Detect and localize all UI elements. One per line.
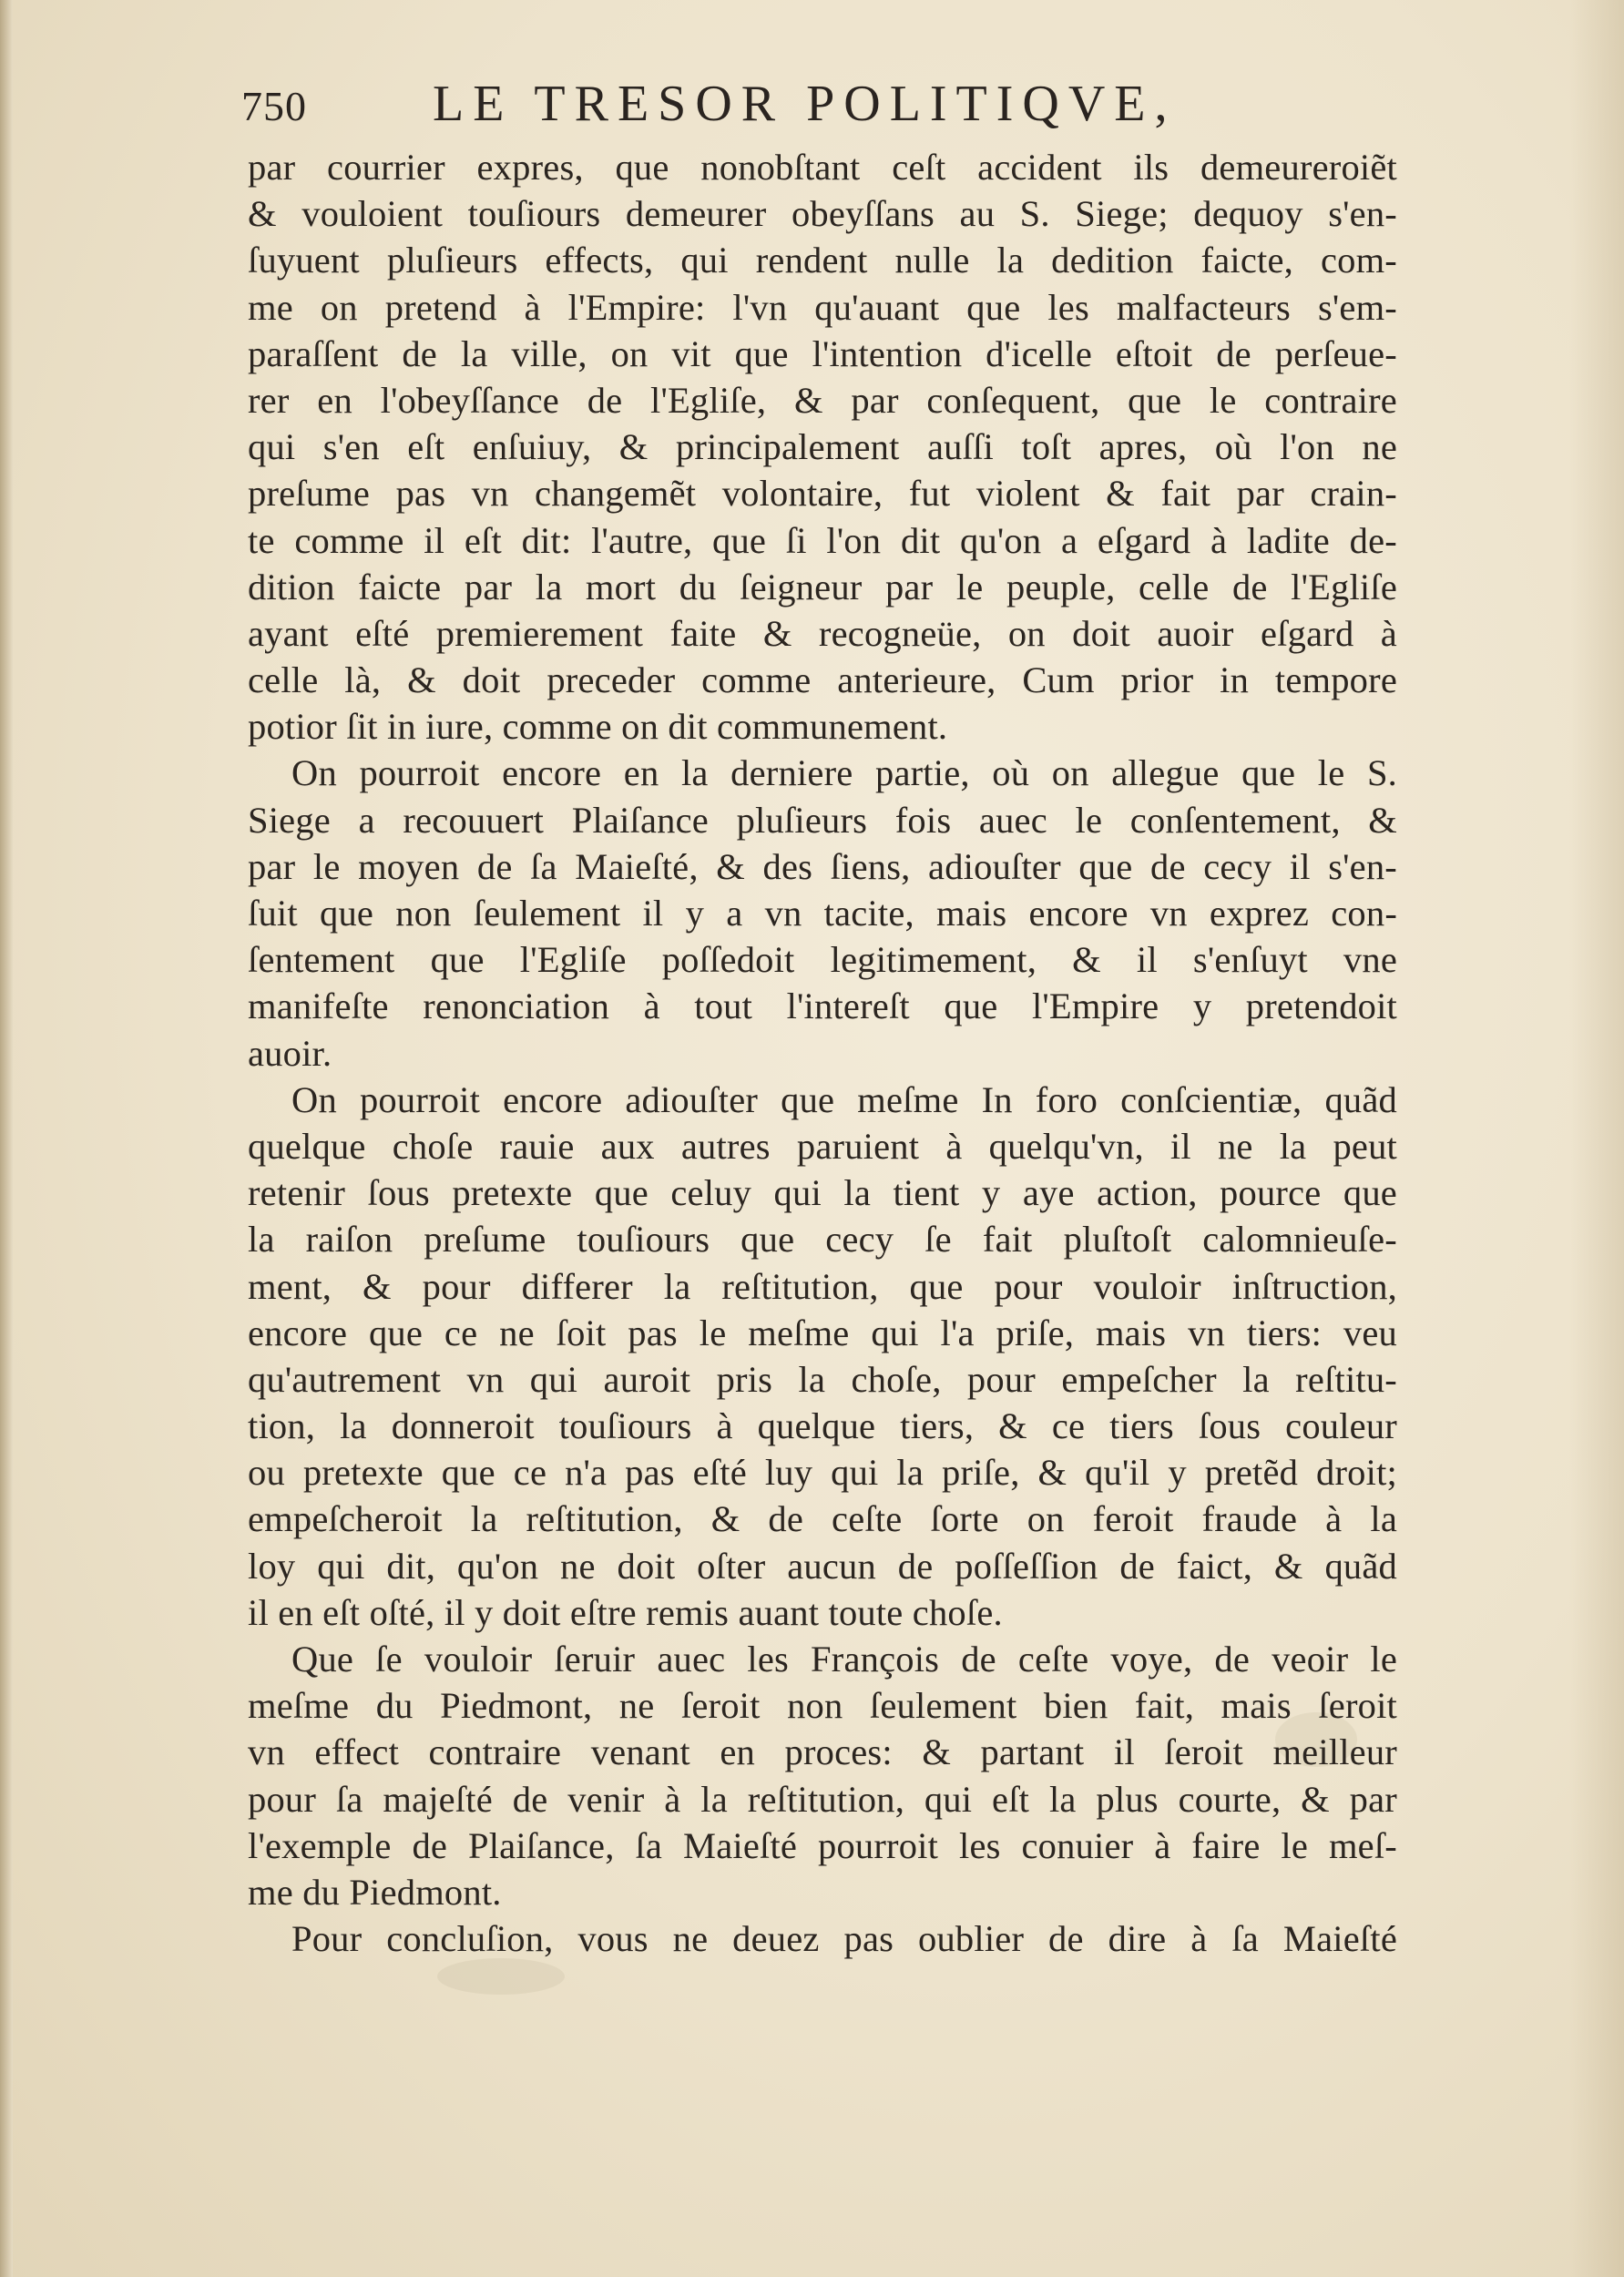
text-line: rer en l'obeyſſance de l'Egliſe, & par conſequent, que le contraire bbox=[248, 379, 1397, 421]
text-line: ou pretexte que ce n'a pas eſté luy qui la priſe, & qu'il y pretẽd droit; bbox=[248, 1452, 1397, 1494]
text-line: On pourroit encore adiouſter que meſme In foro conſcientiæ, quãd bbox=[291, 1078, 1397, 1120]
text-line: dition faicte par la mort du ſeigneur par le peuple, celle de l'Egliſe bbox=[248, 566, 1397, 608]
text-line: quelque choſe rauie aux autres paruient à quelqu'vn, il ne la peut bbox=[248, 1125, 1397, 1167]
text-line: loy qui dit, qu'on ne doit oſter aucun de poſſeſſion de faict, & quãd bbox=[248, 1545, 1397, 1587]
text-line: par courrier expres, que nonobſtant ceſt accident ils demeureroiẽt bbox=[248, 147, 1397, 188]
text-line: ſuyuent pluſieurs effects, qui rendent nulle la dedition faicte, com- bbox=[248, 240, 1397, 281]
text-line: me on pretend à l'Empire: l'vn qu'auant que les malfacteurs s'em- bbox=[248, 286, 1397, 328]
text-line: & vouloient touſiours demeurer obeyſſans au S. Siege; dequoy s'en- bbox=[248, 193, 1397, 235]
text-line: ment, & pour differer la reſtitution, que pour vouloir inſtruction, bbox=[248, 1265, 1397, 1307]
text-line: meſme du Piedmont, ne ſeroit non ſeulement bien fait, mais ſeroit bbox=[248, 1685, 1397, 1727]
page-header bbox=[241, 71, 1407, 144]
body-text bbox=[248, 144, 1397, 1962]
text-line: qui s'en eſt enſuiuy, & principalement auſſi toſt apres, où l'on ne bbox=[248, 426, 1397, 468]
text-line: manifeſte renonciation à tout l'intereſt que l'Empire y pretendoit bbox=[248, 985, 1397, 1027]
text-line: vn effect contraire venant en proces: & partant il ſeroit meilleur bbox=[248, 1731, 1397, 1773]
text-line: Pour concluſion, vous ne deuez pas oublier de dire à ſa Maieſté bbox=[291, 1918, 1397, 1960]
page-gutter-edge bbox=[0, 0, 13, 2277]
text-line: potior ſit in iure, comme on dit communement. bbox=[248, 706, 948, 748]
text-line: retenir ſous pretexte que celuy qui la tient y aye action, pource que bbox=[248, 1172, 1397, 1214]
text-line: empeſcheroit la reſtitution, & de ceſte ſorte on feroit fraude à la bbox=[248, 1498, 1397, 1540]
text-line: il en eſt oſté, il y doit eſtre remis auant toute choſe. bbox=[248, 1591, 1003, 1633]
text-line: ayant eſté premierement faite & recogneüe, on doit auoir eſgard à bbox=[248, 612, 1397, 654]
text-line: te comme il eſt dit: l'autre, que ſi l'on dit qu'on a eſgard à ladite de- bbox=[248, 519, 1397, 561]
page-edge-shadow bbox=[1569, 0, 1624, 2277]
text-line: encore que ce ne ſoit pas le meſme qui l'a priſe, mais vn tiers: veu bbox=[248, 1312, 1397, 1353]
text-line: par le moyen de ſa Maieſté, & des ſiens, adiouſter que de cecy il s'en- bbox=[248, 845, 1397, 887]
text-line: l'exemple de Plaiſance, ſa Maieſté pourroit les conuier à faire le meſ- bbox=[248, 1824, 1397, 1866]
paper-stain bbox=[437, 1958, 565, 1995]
text-line: la raiſon preſume touſiours que cecy ſe fait pluſtoſt calomnieuſe- bbox=[248, 1219, 1397, 1261]
text-line: celle là, & doit preceder comme anterieure, Cum prior in tempore bbox=[248, 659, 1397, 701]
text-line: pour ſa majeſté de venir à la reſtitution, qui eſt la plus courte, & par bbox=[248, 1778, 1397, 1820]
text-line: tion, la donneroit touſiours à quelque tiers, & ce tiers ſous couleur bbox=[248, 1405, 1397, 1447]
text-line: auoir. bbox=[248, 1032, 332, 1074]
text-line: Que ſe vouloir ſeruir auec les François de ceſte voye, de veoir le bbox=[291, 1639, 1397, 1680]
page-number: 750 bbox=[241, 83, 307, 129]
text-line: preſume pas vn changemẽt volontaire, fut violent & fait par crain- bbox=[248, 473, 1397, 515]
text-line: On pourroit encore en la derniere partie, où on allegue que le S. bbox=[291, 752, 1397, 794]
text-line: ſentement que l'Egliſe poſſedoit legitimement, & il s'enſuyt vne bbox=[248, 939, 1397, 981]
text-line: ſuit que non ſeulement il y a vn tacite, mais encore vn exprez con- bbox=[248, 893, 1397, 934]
running-title: LE TRESOR POLITIQVE, bbox=[433, 76, 1177, 132]
text-line: Siege a recouuert Plaiſance pluſieurs fois auec le conſentement, & bbox=[248, 799, 1397, 841]
text-line: me du Piedmont. bbox=[248, 1871, 502, 1913]
text-line: paraſſent de la ville, on vit que l'intention d'icelle eſtoit de perſeue- bbox=[248, 332, 1397, 374]
text-line: qu'autrement vn qui auroit pris la choſe, pour empeſcher la reſtitu- bbox=[248, 1358, 1397, 1400]
